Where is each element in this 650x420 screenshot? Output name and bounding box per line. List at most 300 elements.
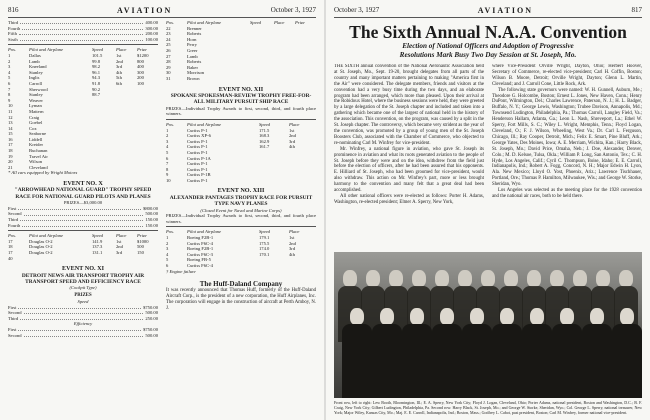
person-head <box>412 270 426 287</box>
person-body <box>432 324 462 398</box>
left-page-header <box>8 4 316 16</box>
person-head <box>481 270 495 287</box>
table-cell: Curtiss P-1 <box>187 138 208 144</box>
prize-place: Second <box>8 211 22 217</box>
event-xiii-prizes: PRIZES—Individual Trophy Awards to first, second, third, and fourth place winners. <box>166 213 316 224</box>
table-cell: Cleveland <box>29 164 48 170</box>
event-x-results-table <box>8 239 158 261</box>
table-cell: Dallas <box>29 52 41 58</box>
table-cell: 17 <box>8 250 13 255</box>
table-cell: 174.0 <box>259 246 270 252</box>
left-date: October 3, 1927 <box>270 6 316 14</box>
table-cell: 9 <box>8 97 11 103</box>
column-header: Pos. <box>8 47 17 53</box>
article-col-left <box>334 64 484 250</box>
event-xi-title: DETROIT NEWS AIR TRANSPORT TROPHY AIR TRANSPORT SPEED AND EFFICIENCY RACE <box>21 272 145 285</box>
table-cell: Lamb <box>187 53 198 59</box>
table-cell: Stanley <box>29 69 43 75</box>
table-cell <box>29 256 92 262</box>
table-cell: 141.9 <box>92 238 103 244</box>
table-cell: 179.1 <box>259 235 270 241</box>
prize-amount: 200.00 <box>145 31 158 37</box>
table-cell: $1200 <box>137 52 149 58</box>
table-cell: 6 <box>166 263 169 269</box>
event-xiii-subtitle: (Closed Event for Naval and Marine Corps) <box>200 207 282 213</box>
table-cell: 16 <box>8 136 13 142</box>
prize-amount: $750.00 <box>143 304 158 310</box>
event-xi-speed-prizes <box>8 305 158 322</box>
table-cell: Brown <box>187 75 200 81</box>
table-cell: 6 <box>166 155 169 161</box>
prize-amount: 500.00 <box>145 211 158 217</box>
event-xii-results-table <box>166 128 316 184</box>
table-cell: 15 <box>8 131 13 137</box>
column-header: Speed <box>92 233 103 239</box>
event-xi-subtitle: (Cockpit Type) <box>69 285 97 291</box>
table-cell: 88.7 <box>92 92 101 98</box>
table-cell: Sherwood <box>29 86 48 92</box>
person-body <box>522 324 552 398</box>
table-cell: Weaver <box>29 97 43 103</box>
article-body-6: Los Angeles was selected as the meeting place for the 1928 convention and the national air races, both to be held there. <box>492 188 642 199</box>
prize-place: Sixth <box>8 36 18 42</box>
table-cell: 2 <box>166 240 169 246</box>
table-cell: 21 <box>8 164 13 170</box>
article-col-right <box>492 64 642 250</box>
table-cell: 13 <box>8 120 13 126</box>
table-cell: 4 <box>166 144 169 150</box>
table-cell: 17 <box>8 142 13 148</box>
table-cell: 98.2 <box>92 64 101 70</box>
table-cell: 18 <box>8 244 13 250</box>
article-subtitle-1: Election of National Officers and Adoption of Progressive <box>402 42 574 50</box>
person-head <box>573 270 587 287</box>
table-cell: Curtiss P-1 <box>187 166 208 172</box>
person-head <box>550 270 564 287</box>
table-row <box>166 76 316 82</box>
table-cell: Boeing F2B-1 <box>187 235 214 241</box>
table-cell <box>295 76 316 82</box>
person-head <box>343 270 357 287</box>
event-xii-number: EVENT NO. XII <box>218 85 264 93</box>
article-head <box>334 20 642 60</box>
prize-place: First <box>8 304 17 310</box>
table-cell: 200 <box>137 75 144 81</box>
prize-amount: 100.00 <box>145 36 158 42</box>
table-cell: 500 <box>137 244 144 250</box>
table-cell: 1st <box>116 238 122 244</box>
table-cell: 10 <box>8 103 13 109</box>
table-row <box>166 263 316 269</box>
table-cell: 3 <box>166 246 169 252</box>
table-cell <box>116 256 137 262</box>
event-xiii-title: ALEXANDER PANTAGES TROPHY RACE FOR PURSUIT TYPE NAVY PLANES <box>169 194 313 208</box>
table-cell: Curtiss P-1 <box>187 127 208 133</box>
table-cell: Baker <box>187 64 198 70</box>
table-cell: 1st <box>289 235 295 241</box>
table-cell: 22 <box>166 25 171 31</box>
table-cell: 1 <box>8 52 11 58</box>
person-head <box>500 308 514 325</box>
table-cell: 10 <box>166 177 171 183</box>
table-cell: Brenner <box>187 25 202 31</box>
table-cell: Morrison <box>187 70 205 76</box>
person-head <box>380 308 394 325</box>
table-cell: 4 <box>166 251 169 257</box>
table-cell: 8 <box>166 166 169 172</box>
person-body <box>372 324 402 398</box>
huff-article-text: It was recently announced that Thomas Huff, formerly of the Huff-Daland Aircraft Corp., is the president of a new corporation, the Huff Airplanes, Inc. The corporation will engage in the construction of aircraft at Perth Amboy, N. J. <box>166 288 316 311</box>
event-xi-eff-heading: Efficiency <box>73 321 93 327</box>
event-xi-number: EVENT NO. XI <box>61 265 104 273</box>
table-cell: Liddell <box>29 136 43 142</box>
table-cell: 4th <box>289 144 295 150</box>
table-cell: 2nd <box>289 240 296 246</box>
event-xi-eff-prizes <box>8 327 158 338</box>
event-ix-results-table <box>8 53 158 170</box>
table-cell: 11 <box>8 108 13 114</box>
table-cell <box>289 263 316 269</box>
person-body <box>462 324 492 398</box>
table-cell: 27 <box>166 53 171 59</box>
table-row <box>166 178 316 184</box>
prize-amount: $750.00 <box>143 326 158 332</box>
table-cell: 24 <box>166 36 171 42</box>
left-masthead: AVIATION <box>116 5 173 15</box>
person-body <box>582 324 612 398</box>
person-head <box>620 308 634 325</box>
table-cell: 17 <box>8 238 13 244</box>
table-cell: 31 <box>166 75 171 81</box>
table-cell: Seaborne <box>29 131 47 137</box>
table-cell: 300 <box>137 69 144 75</box>
column-header: Pilot and Airplane <box>29 47 64 53</box>
table-cell: 2nd <box>116 58 123 64</box>
person-body <box>552 324 582 398</box>
table-cell: 2nd <box>289 133 296 139</box>
table-cell <box>137 165 158 171</box>
table-cell: Greer <box>187 47 198 53</box>
prize-place: Third <box>8 217 19 223</box>
prize-amount: 500.00 <box>145 332 158 338</box>
table-cell: Curtiss F6C-4 <box>187 240 213 246</box>
table-cell <box>92 256 116 262</box>
column-header: Speed <box>250 20 261 25</box>
table-cell: Curtiss P-1 <box>187 177 208 183</box>
table-cell <box>259 178 289 184</box>
column-header: Place <box>274 20 285 25</box>
article-body-3: All other national officers were re-elected as follows: Porter H. Adams, Washington, re-elected president; Elmer A. Sperry, New York, <box>334 193 484 205</box>
person-head <box>590 308 604 325</box>
table-cell: 161.7 <box>259 144 270 150</box>
table-cell: Douglas O-2 <box>29 244 53 250</box>
event-xi-prize-heading: PRIZES <box>74 293 92 298</box>
table-cell: 8 <box>8 92 11 98</box>
table-cell: 28 <box>166 59 171 65</box>
person-head <box>435 270 449 287</box>
table-cell: 12 <box>8 114 13 120</box>
table-cell: Curtiss P-1 <box>187 161 208 167</box>
right-page <box>326 0 650 420</box>
table-cell: 3rd <box>116 250 123 255</box>
prize-row <box>8 37 158 43</box>
table-cell <box>250 76 274 82</box>
prize-amount: 500.00 <box>145 310 158 316</box>
table-cell: 5th <box>116 75 122 81</box>
person-head <box>619 270 633 287</box>
event-xiii-note: † Engine failure <box>166 268 196 274</box>
table-cell: Curtiss XP-6 <box>187 133 211 139</box>
prize-place: First <box>8 205 17 211</box>
person-head <box>350 308 364 325</box>
table-cell: Curtiss P-1 <box>187 149 208 155</box>
table-cell: 5 <box>166 257 169 263</box>
table-cell: 175.5 <box>259 240 270 246</box>
right-page-header <box>334 4 642 16</box>
table-cell: 99.8 <box>92 58 101 64</box>
prize-amount: 250.00 <box>145 315 158 321</box>
table-cell: Goebel <box>29 120 43 126</box>
prize-place: Third <box>8 315 19 321</box>
huff-article-title: The Huff-Daland Company <box>199 280 283 289</box>
table-cell: Lamb <box>29 58 40 64</box>
table-cell: 30 <box>166 70 171 76</box>
table-cell: Curtiss F6C-4 <box>187 263 213 269</box>
table-cell: Curtiss F6C-3 <box>187 251 213 257</box>
column-header: Pilot and Airplane <box>29 233 64 239</box>
table-cell: 18 <box>8 148 13 154</box>
prize-row <box>8 223 158 229</box>
convention-group-photo <box>334 252 642 398</box>
event-xi-prize-sub: Speed <box>77 299 89 304</box>
table-cell: 19 <box>8 153 13 159</box>
event-x-title: "ARROWHEAD NATIONAL GUARD" TROPHY SPEED RACE FOR NATIONAL GUARD PILOTS AND PLANES <box>14 187 152 200</box>
table-cell: 6th <box>116 80 122 86</box>
person-body <box>612 324 642 398</box>
table-cell: 4th <box>289 251 295 257</box>
table-cell <box>259 263 289 269</box>
person-body <box>492 324 522 398</box>
person-body <box>342 324 372 398</box>
table-cell: 4th <box>116 69 122 75</box>
column-header: Place <box>289 229 300 235</box>
table-cell: 26 <box>166 47 171 53</box>
event-ix-cont-table <box>166 26 316 82</box>
column-header: Place <box>289 121 300 127</box>
event-xii-prizes: PRIZES—Individual Trophy Awards to first, second, third, and fourth place winners. <box>166 105 316 117</box>
article-body-1: THE SIXTH annual convention of the National Aeronautic Association held at St. Joseph, Mo., Sept. 19-20, brought delegates from all parts of the country and many important matters pertaining to making "America first in the Air" were considered. The delegate members, friends and visitors at the convention had a very busy time during the two days, and an elaborate program had been arranged, which more than pleased. Upon their arrival at the Robidoux Hotel, where the business sessions were held, they were greeted by a large delegation of the St. Joseph chapter and included and taken into a gathering which became one of the largest of national held in the history of the association. This convention, on the program, was caused by a split in the St. Joseph chapter. The controversy, which became very strident as the year of the convention, was promoted by a group of young men of the St. Joseph Boosters Club, associated with the Chamber of Commerce, who objected to re-nominating Carl M. Winfrey for vice-president. <box>334 64 484 146</box>
table-cell: Perry <box>187 42 197 48</box>
prize-place: Fifth <box>8 31 17 37</box>
table-cell: 7 <box>166 161 169 167</box>
article-title: The Sixth Annual N.A.A. Convention <box>349 22 627 42</box>
table-cell: Mattern <box>29 108 44 114</box>
table-cell: 2nd <box>116 244 123 250</box>
table-row <box>8 256 158 262</box>
table-cell: 162.9 <box>259 138 270 144</box>
table-cell: 3rd <box>116 64 123 70</box>
prize-amount: 400.00 <box>145 20 158 25</box>
table-cell: Travel Air <box>29 153 48 159</box>
column-header: Speed <box>92 47 103 53</box>
table-cell: 4 <box>8 69 11 75</box>
person-head <box>410 308 424 325</box>
table-cell: Kneeland <box>29 64 47 70</box>
table-cell: Douglas O-2 <box>29 250 53 255</box>
table-cell: 3rd <box>289 138 296 144</box>
person-head <box>470 308 484 325</box>
table-cell: 5 <box>166 149 169 155</box>
table-cell: 9 <box>166 172 169 178</box>
prize-place: Fourth <box>8 222 21 228</box>
table-cell: Horn <box>187 36 197 42</box>
table-cell: Inglis <box>29 75 40 81</box>
table-cell: Boeing F2B-1 <box>187 246 214 252</box>
table-cell: $1000 <box>137 238 149 244</box>
table-cell: 3rd <box>289 246 296 252</box>
right-page-number: 817 <box>631 6 642 14</box>
table-cell: 25 <box>166 42 171 48</box>
prize-place: Fourth <box>8 25 21 31</box>
left-column-a <box>8 20 158 414</box>
table-cell: 1st <box>116 52 122 58</box>
right-date: October 3, 1927 <box>334 6 380 14</box>
column-header: Pilot and Airplane <box>187 121 222 127</box>
left-page-number: 816 <box>8 6 19 14</box>
table-cell: 96.1 <box>92 69 101 75</box>
person-head <box>596 270 610 287</box>
table-cell: Douglas O-2 <box>29 238 53 244</box>
person-head <box>440 308 454 325</box>
prize-amount: 150.00 <box>145 222 158 228</box>
column-header: Prize <box>295 20 305 25</box>
event-xii-title: SPOKANE SPOKESMAN-REVIEW TROPHY FREE-FOR-ALL MILITARY PURSUIT SHIP RACE <box>170 92 312 106</box>
column-header: Speed <box>259 229 270 235</box>
right-masthead: AVIATION <box>477 5 534 15</box>
column-header: Prize <box>137 47 147 53</box>
column-header: Pos. <box>166 121 175 127</box>
person-head <box>527 270 541 287</box>
table-cell: Wilson <box>29 159 43 165</box>
person-head <box>530 308 544 325</box>
table-cell: 6 <box>8 80 11 86</box>
person-head <box>504 270 518 287</box>
lead-prize-list <box>8 20 158 42</box>
prize-place: Second <box>8 332 22 338</box>
table-cell: 1 <box>166 127 169 133</box>
table-cell: 94.3 <box>92 75 101 81</box>
person-head <box>366 270 380 287</box>
prize-amount: 300.00 <box>145 25 158 31</box>
person-head <box>458 270 472 287</box>
table-cell: 1st <box>289 127 295 133</box>
table-cell: Craig <box>29 114 40 120</box>
table-cell: 29 <box>166 64 171 70</box>
table-cell: 2 <box>8 58 11 64</box>
table-cell: 20 <box>8 159 13 165</box>
table-cell: Buchanan <box>29 148 48 154</box>
table-cell: 40 <box>8 255 13 261</box>
table-cell: 400 <box>137 64 144 70</box>
table-cell: Roberts <box>187 59 202 65</box>
table-cell: 170.1 <box>259 251 270 257</box>
table-cell: Stanley <box>29 92 43 98</box>
table-cell: 3 <box>166 138 169 144</box>
table-cell: 168.3 <box>259 133 270 139</box>
column-header: Pos. <box>8 233 17 239</box>
article-body-2: Mr. Winfrey, a national figure in aviation, who gave St. Joseph its prominence in aviation and what its roots generated aviation to the people of St. Joseph before they were and on the idea, withdrew from the field just before the election of officers, after he had been assured that his opponents. E. Hilliard of St. Joseph, who had been groomed for vice-president, would also withdraw. This action on Mr. Winfrey's part, more or less brought harmony to the convention and many felt that a great deal had been accomplished. <box>334 146 484 194</box>
table-cell: Curtiss P-1B <box>187 172 211 178</box>
table-cell: 1 <box>166 235 169 241</box>
prize-row <box>8 333 158 339</box>
article-subtitle-2: Resolutions Mark Busy Two Day Session at St. Joseph, Mo. <box>399 51 577 59</box>
table-cell: Cox <box>29 125 37 131</box>
event-x-number: EVENT NO. X <box>63 180 103 188</box>
table-cell: 171.5 <box>259 127 270 133</box>
table-cell: 137.3 <box>92 244 103 250</box>
table-cell <box>92 165 116 171</box>
table-cell <box>137 256 158 262</box>
table-cell <box>289 178 316 184</box>
table-cell: Boeing FB-5 <box>187 257 211 263</box>
column-header: Pos. <box>166 20 175 25</box>
table-cell <box>116 165 137 171</box>
table-cell: 91.8 <box>92 80 101 86</box>
table-cell: Kreider <box>29 142 44 148</box>
table-cell: Curtiss P-1A <box>187 155 211 161</box>
table-cell: Curtiss P-1 <box>187 144 208 150</box>
table-cell: Roberts <box>187 31 202 37</box>
left-column-b <box>166 20 316 414</box>
prize-place: Third <box>8 20 19 25</box>
event-x-prizes <box>8 206 158 228</box>
event-x-subtitle: PRIZES—$3,000.00 <box>63 200 103 206</box>
left-page <box>0 0 324 420</box>
column-header: Place <box>116 233 127 239</box>
prize-place: Second <box>8 310 22 316</box>
column-header: Pilot and Airplane <box>187 20 222 25</box>
prize-place: First <box>8 326 17 332</box>
table-cell: 800 <box>137 58 144 64</box>
prize-amount: 150.00 <box>145 217 158 223</box>
table-cell: 23 <box>166 31 171 37</box>
article-body-4: where Vice-President Orville Wright, Dayton, Ohio; Herbert Hoover, Secretary of Commerce, re-elected vice-president; Carl H. Coffin, Boston; Wilson B. Moore, Detroit; Orville Wright, Dayton; Glenn L. Martin, Cleveland; and J. Carroll Cone, Little Rock, Ark. <box>492 64 642 87</box>
person-body <box>402 324 432 398</box>
table-cell: Lyman <box>29 103 42 109</box>
person-head <box>389 270 403 287</box>
table-cell <box>274 76 295 82</box>
table-cell: 90.2 <box>92 86 101 92</box>
table-cell: Carroll <box>29 80 43 86</box>
table-cell: 150 <box>137 250 144 255</box>
table-cell: 5 <box>8 75 11 81</box>
table-cell: 101.5 <box>92 52 103 58</box>
table-cell: 100 <box>137 80 144 86</box>
column-header: Pilot and Airplane <box>187 229 222 235</box>
column-header: Speed <box>259 121 270 127</box>
event-xiii-number: EVENT NO. XIII <box>217 187 265 195</box>
prize-amount: $800.00 <box>143 205 158 211</box>
table-cell: 7 <box>8 86 11 92</box>
event-xiii-results-table <box>166 235 316 269</box>
table-cell: 3 <box>8 64 11 70</box>
event-ix-note: * All cars equipped by Wright Motors <box>8 170 78 176</box>
table-cell: 2 <box>166 133 169 139</box>
column-header: Pos. <box>166 229 175 235</box>
person-head <box>560 308 574 325</box>
photo-caption: Front row, left to right: Lew Booth, Bloomington, Ill.; E. A. Sperry, New York City; Floyd J. Logan, Cleveland, Ohio; Porter Adams, national president, Boston and Washington, D.C.; B. F. Craig, New York City; Gilbert Ludington, Philadelphia, Pa. Second row: Harry Black, St. Joseph, Mo.; and George W. Storke, Sheridan, Wyo.; Col. George L. Sperry, national treasurer, New York; Major Wiley, Kansas City, Mo.; Maj. E. E. Carroll, Indianapolis, Ind.; Boston, Mass.; Godfrey L. Cabot, past president, Boston; Carl M. Winfrey, former national vice-president. <box>334 400 642 415</box>
article-body-5: The following state governors were named: W. H. Gunnell, Auburn, Me.; Theodore G. Holcombe, Boston; Ernest L. Jones, New Haven, Conn.; Henry DuPont, Wilmington, Del.; Charles Lawrence, Paterson, N. J.; H. L. Badger, Buffalo, N. Y.; George Lewis, Washington; Trubee Davison, Annapolis, Md.; Townsend Ludington, Philadelphia, Pa.; Thomas Carroll, Langley Field, Va.; Henderson Hallam, Atlanta, Ga.; Leon L. Nash, Shreveport, La.; Ethel W. Sperry, Fort Mills, S. C.; Wiley L. Wright, Memphis, Tenn.; Floyd Logan, Cleveland, O.; F. J. Wilson, Wheeling, West Va.; Dr. Carl L. Ferguson, Chicago, Ill.; Ray Cooper, Detroit, Mich.; Felix E. Smart, Pine Bluff, Ark.; George Yates, Des Moines, Iowa; A. E. Merriam, Wichita, Kan.; Harry Black, St. Joseph, Mo.; David Price, Omaha, Neb.; J. Doe, Alexander, Denver, Colo.; M. D. Kelsoe, Tulsa, Okla.; William P. Long, San Antonio, Tex.; C. H. Hyde, Los Angeles, Calif.; Cyril C. Thompson, Boise, Idaho; E. E. Carroll, Indianapolis, Ind.; Robert A. Fogg, Concord, N. H.; Major Edwin H. Lyon, Ala. New Mexico; Lloyd O. Yost, Phoenix, Ariz.; Lawrence Tischhauer, Portland, Ore.; Thomas P. Hamilton, Milwaukee, Wis.; and George W. Storke, Sheridan, Wyo. <box>492 87 642 188</box>
